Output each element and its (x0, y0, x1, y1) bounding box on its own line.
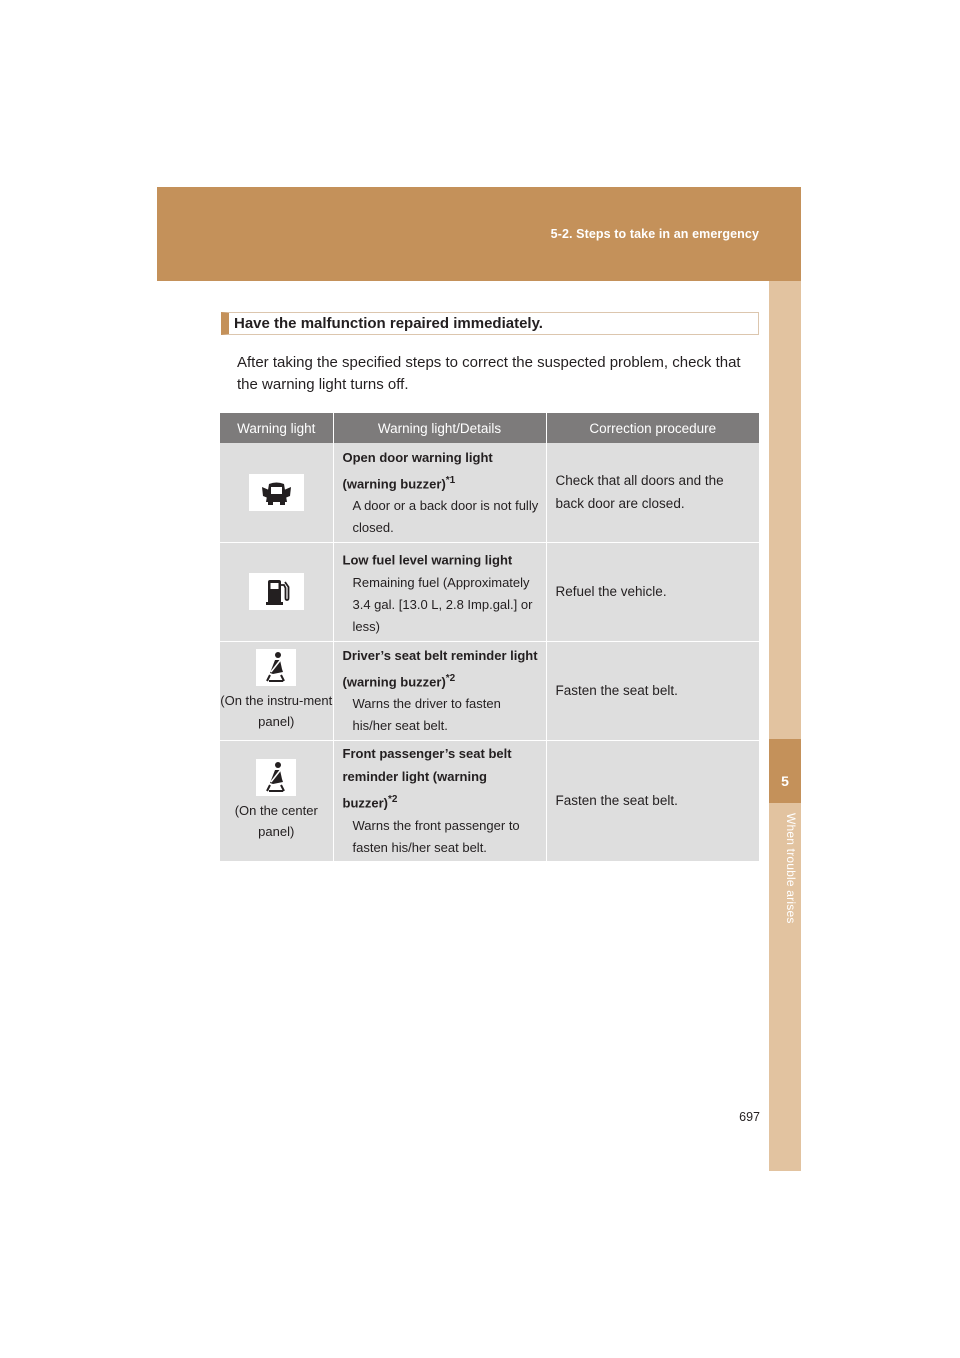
correction-cell: Check that all doors and the back door are closed. (546, 443, 759, 542)
warning-light-cell (220, 443, 333, 542)
details-cell (333, 542, 546, 641)
table-row (220, 740, 759, 861)
chapter-title: When trouble arises (784, 813, 798, 924)
section-title: 5-2. Steps to take in an emergency (550, 227, 759, 241)
warning-light-detail: Remaining fuel (Approximately 3.4 gal. [13.0 L, 2.8 Imp.gal.] or less) (352, 574, 533, 634)
warning-light-name: Open door warning light (warning buzzer)$^{*1}$ (342, 449, 493, 491)
header-details: Warning light/Details (333, 413, 546, 443)
warning-light-table (220, 413, 759, 862)
correction-cell: Fasten the seat belt. (546, 641, 759, 740)
warning-light-cell (220, 641, 333, 740)
icon-location-caption: (On the instru-ment panel) (220, 693, 333, 729)
open-door-icon (249, 474, 304, 511)
warning-light-cell (220, 542, 333, 641)
intro-paragraph: After taking the specified steps to correct the suspected problem, check that the warning light turns off. (237, 354, 741, 393)
chapter-number: 5 (769, 739, 801, 803)
table-header-row (220, 413, 759, 443)
table-row (220, 443, 759, 542)
details-cell (333, 443, 546, 542)
seat-belt-icon (256, 649, 296, 686)
warning-light-detail: Warns the front passenger to fasten his/her seat belt. (352, 817, 520, 855)
warning-light-name: Low fuel level warning light (342, 552, 513, 568)
warning-light-detail: A door or a back door is not fully closed. (352, 497, 539, 535)
warning-light-name: Driver’s seat belt reminder light (warning buzzer)$^{*2}$ (342, 647, 538, 690)
warning-light-detail: Warns the driver to fasten his/her seat belt. (352, 696, 501, 734)
correction-cell: Refuel the vehicle. (546, 542, 759, 641)
table-row (220, 641, 759, 740)
section-heading: Have the malfunction repaired immediately. (221, 312, 759, 335)
details-cell (333, 740, 546, 861)
header-band (157, 187, 801, 281)
chapter-side-tab (769, 281, 801, 1171)
correction-cell: Fasten the seat belt. (546, 740, 759, 861)
details-cell (333, 641, 546, 740)
warning-light-cell (220, 740, 333, 861)
header-warning-light: Warning light (220, 413, 333, 443)
page-number: 697 (739, 1110, 760, 1124)
header-correction: Correction procedure (546, 413, 759, 443)
table-row (220, 542, 759, 641)
icon-location-caption: (On the center panel) (234, 803, 318, 839)
warning-light-name: Front passenger’s seat belt reminder light (warning buzzer)$^{*2}$ (342, 746, 512, 811)
seat-belt-icon (256, 759, 296, 796)
fuel-pump-icon (249, 573, 304, 610)
